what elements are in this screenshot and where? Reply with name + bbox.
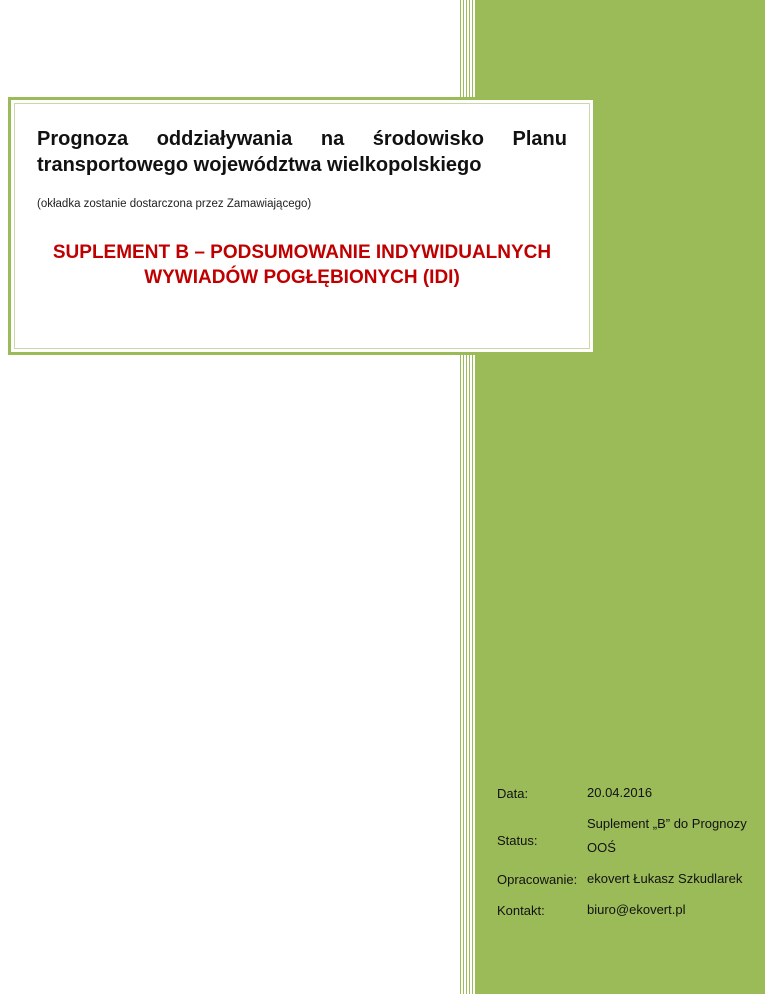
status-value-line-1: Suplement „B” do Prognozy xyxy=(587,816,747,831)
supplement-heading xyxy=(21,240,583,290)
status-value-line-2: OOŚ xyxy=(587,840,616,855)
date-label: Data: xyxy=(497,786,529,801)
title-word: środowisko xyxy=(372,128,484,150)
date-value: 20.04.2016 xyxy=(587,785,653,800)
supplement-line-2: WYWIADÓW POGŁĘBIONYCH (IDI) xyxy=(144,267,460,288)
cover-note: (okładka zostanie dostarczona przez Zamawiającego) xyxy=(37,198,312,210)
contact-value: biuro@ekovert.pl xyxy=(587,902,686,917)
title-line-1 xyxy=(37,126,567,152)
title-box xyxy=(8,97,596,355)
title-line-2: transportowego województwa wielkopolskiego xyxy=(37,154,482,176)
info-row-author xyxy=(497,872,762,891)
title-word: Prognoza xyxy=(37,128,129,150)
status-value xyxy=(587,812,762,860)
title-word: oddziaływania xyxy=(156,128,293,150)
document-title xyxy=(37,126,567,178)
info-row-contact xyxy=(497,903,762,922)
title-word: na xyxy=(320,128,345,150)
info-row-status xyxy=(497,817,762,860)
title-word: Planu xyxy=(512,128,567,150)
supplement-line-1: SUPLEMENT B – PODSUMOWANIE INDYWIDUALNYCH xyxy=(52,242,552,263)
author-value: ekovert Łukasz Szkudlarek xyxy=(587,871,743,886)
status-label: Status: xyxy=(497,833,538,848)
document-info-table xyxy=(497,786,762,934)
contact-label: Kontakt: xyxy=(497,903,545,918)
author-label: Opracowanie: xyxy=(497,872,578,887)
info-row-date xyxy=(497,786,762,805)
